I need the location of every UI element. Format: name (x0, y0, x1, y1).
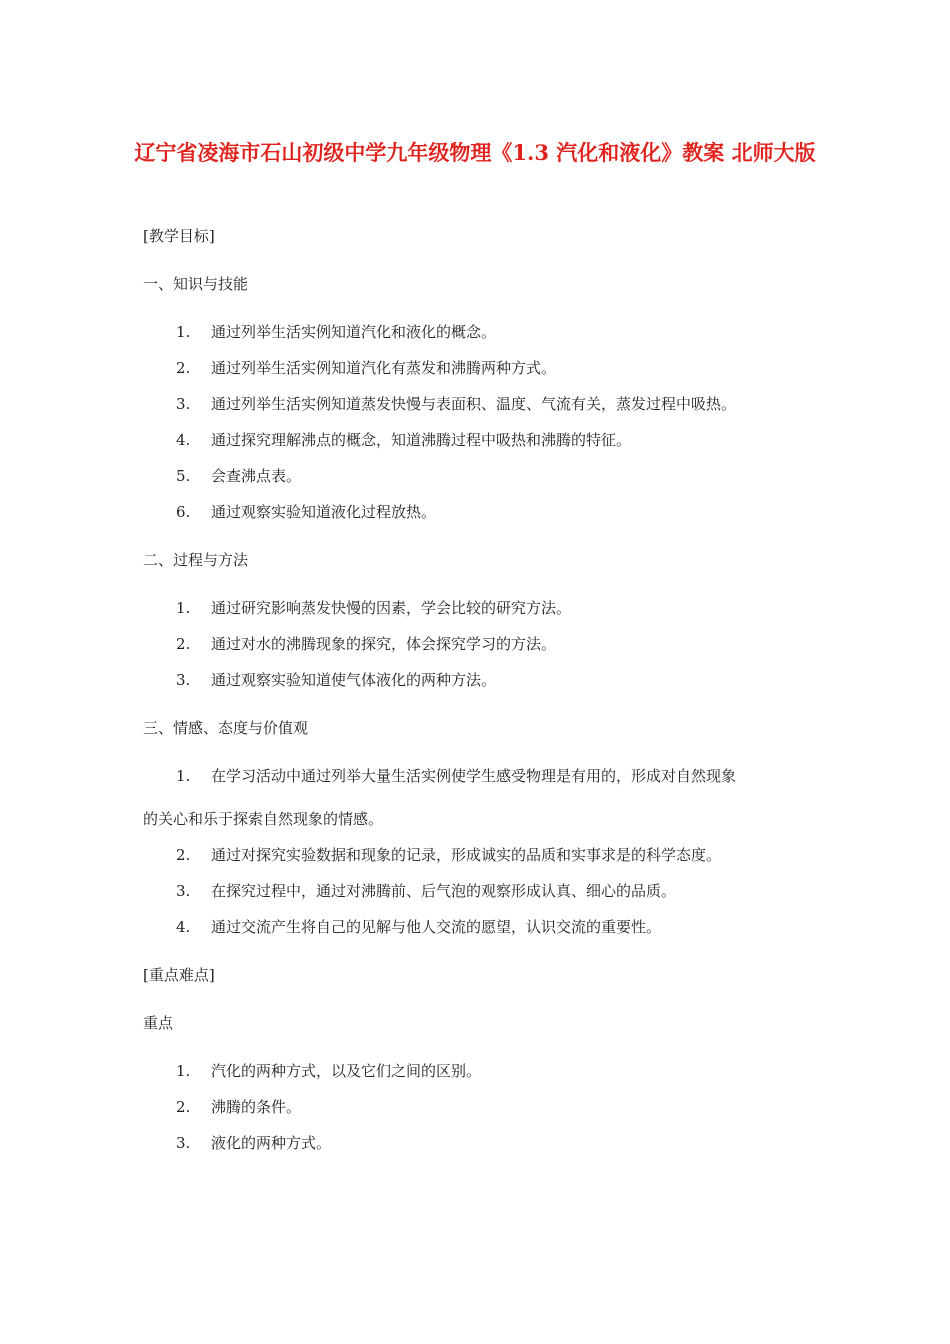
list-item-text: 通过对探究实验数据和现象的记录，形成诚实的品质和实事求是的科学态度。 (211, 846, 722, 864)
list-item-number: 4. (176, 431, 191, 449)
list-item-number: 6. (176, 503, 191, 521)
list-item-text-continued: 的关心和乐于探索自然现象的情感。 (143, 810, 384, 828)
list-item-number: 3. (176, 882, 191, 900)
list-item-text: 通过观察实验知道使气体液化的两种方法。 (211, 671, 497, 689)
list-item-number: 2. (176, 846, 191, 864)
list-item-text: 通过列举生活实例知道蒸发快慢与表面积、温度、气流有关，蒸发过程中吸热。 (211, 395, 737, 413)
list-item-text: 液化的两种方式。 (211, 1134, 332, 1152)
section-heading-knowledge: 一、知识与技能 (143, 275, 249, 293)
list-item-number: 3. (176, 671, 191, 689)
list-item-text: 通过研究影响蒸发快慢的因素，学会比较的研究方法。 (211, 599, 572, 617)
list-item-number: 3. (176, 1134, 191, 1152)
list-item-number: 1. (176, 323, 191, 341)
list-item-text: 通过观察实验知道液化过程放热。 (211, 503, 437, 521)
section-heading-process: 二、过程与方法 (143, 551, 249, 569)
list-item-text: 通过列举生活实例知道汽化有蒸发和沸腾两种方式。 (211, 359, 557, 377)
list-item-number: 1. (176, 599, 191, 617)
list-item-text: 通过对水的沸腾现象的探究，体会探究学习的方法。 (211, 635, 557, 653)
key-points-heading: [重点难点] (143, 966, 215, 984)
list-item-number: 3. (176, 395, 191, 413)
list-item-text: 通过探究理解沸点的概念，知道沸腾过程中吸热和沸腾的特征。 (211, 431, 632, 449)
list-item-number: 4. (176, 918, 191, 936)
list-item-text: 汽化的两种方式，以及它们之间的区别。 (211, 1062, 482, 1080)
list-item-number: 2. (176, 1098, 191, 1116)
list-item-text: 沸腾的条件。 (211, 1098, 302, 1116)
list-item-number: 1. (176, 767, 191, 785)
list-item-number: 2. (176, 359, 191, 377)
list-item-text: 会查沸点表。 (211, 467, 302, 485)
list-item-text: 在学习活动中通过列举大量生活实例使学生感受物理是有用的，形成对自然现象 (211, 767, 737, 785)
list-item-number: 2. (176, 635, 191, 653)
list-item-text: 通过交流产生将自己的见解与他人交流的愿望，认识交流的重要性。 (211, 918, 662, 936)
document-title: 辽宁省凌海市石山初级中学九年级物理《1.3 汽化和液化》教案 北师大版 (134, 140, 816, 165)
objectives-heading: [教学目标] (143, 227, 215, 245)
section-heading-attitude: 三、情感、态度与价值观 (143, 719, 309, 737)
list-item-number: 5. (176, 467, 191, 485)
list-item-text: 通过列举生活实例知道汽化和液化的概念。 (211, 323, 497, 341)
list-item-number: 1. (176, 1062, 191, 1080)
list-item-text: 在探究过程中，通过对沸腾前、后气泡的观察形成认真、细心的品质。 (211, 882, 677, 900)
section-heading-key: 重点 (143, 1014, 174, 1032)
